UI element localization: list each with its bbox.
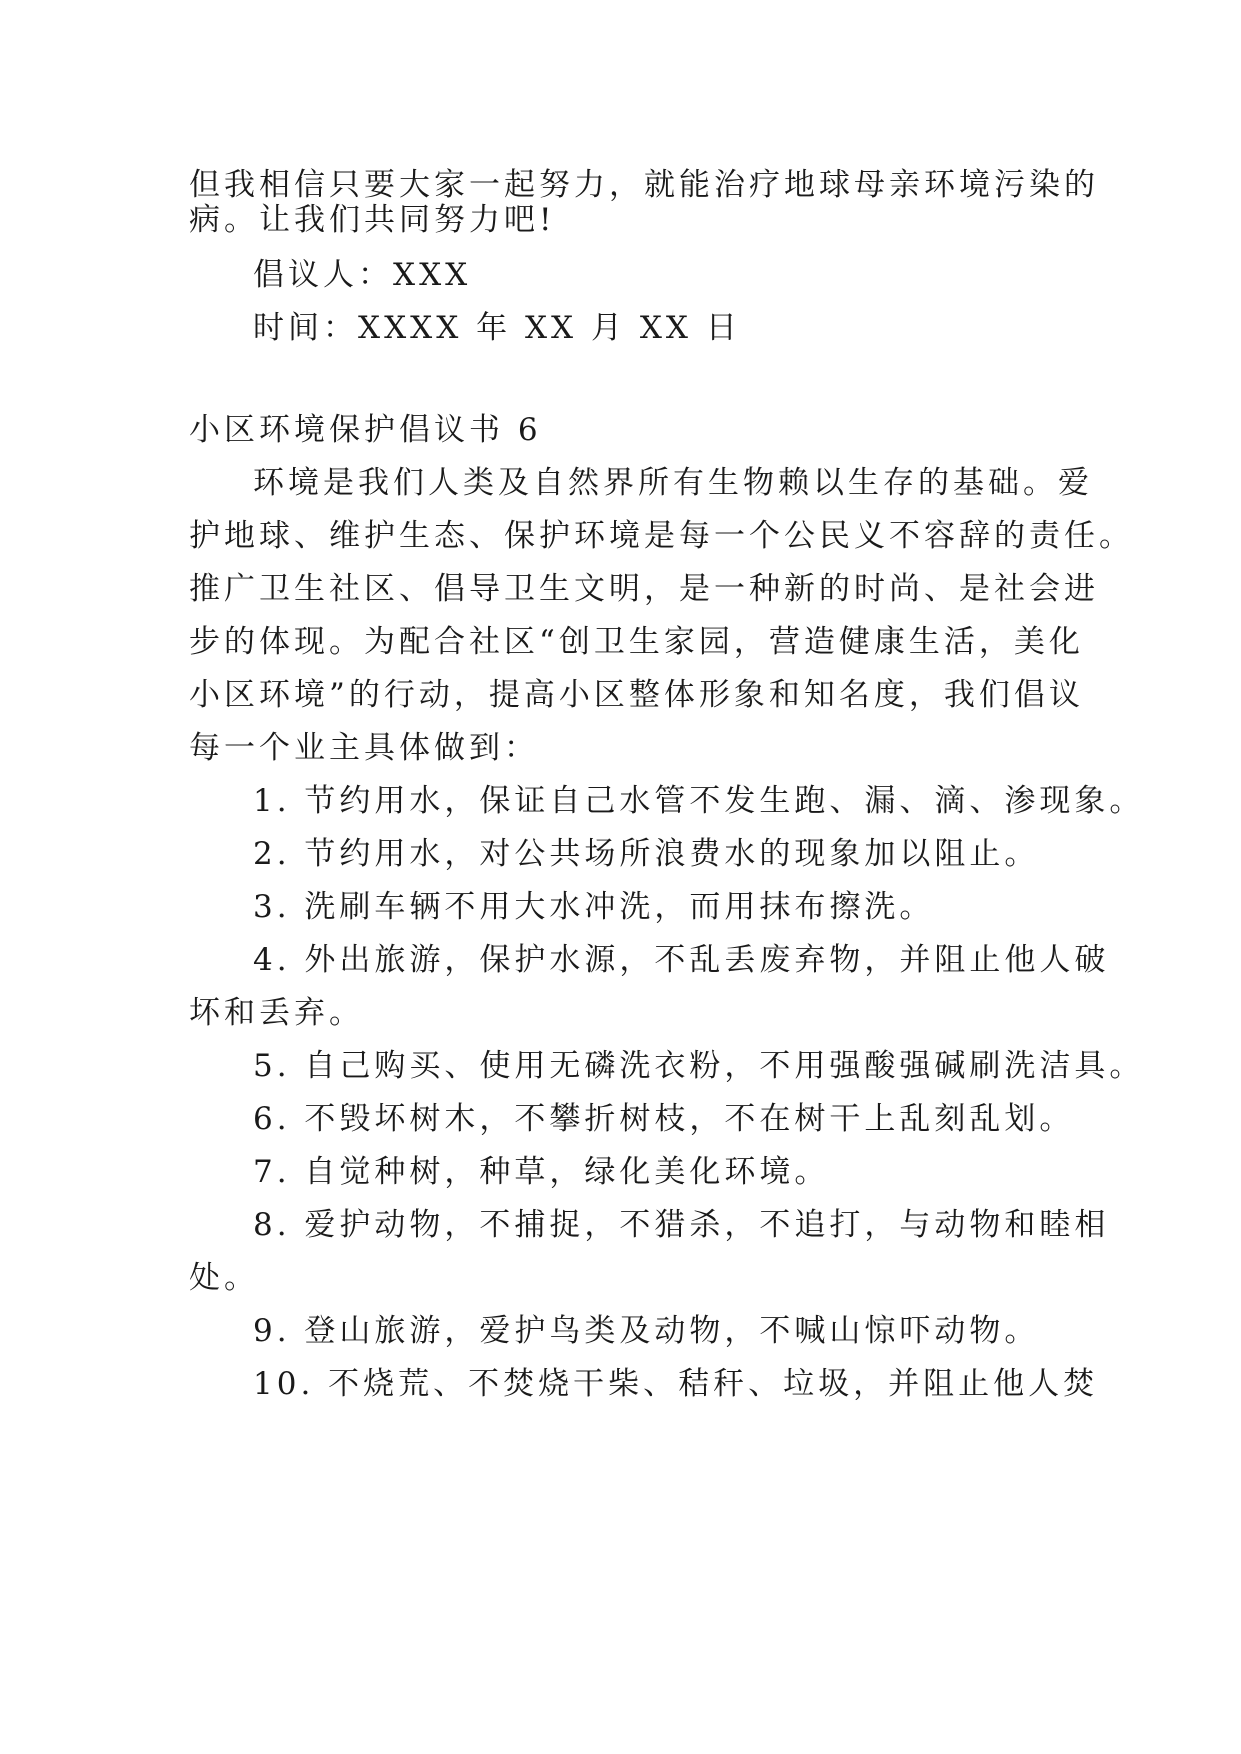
list-item: 2. 节约用水，对公共场所浪费水的现象加以阻止。 <box>253 836 1040 872</box>
paragraph-line: 护地球、维护生态、保护环境是每一个公民义不容辞的责任。 <box>189 518 1134 554</box>
list-item: 1. 节约用水，保证自己水管不发生跑、漏、滴、渗现象。 <box>253 783 1145 819</box>
list-item: 7. 自觉种树，种草，绿化美化环境。 <box>253 1154 830 1190</box>
paragraph-line: 每一个业主具体做到： <box>189 730 539 766</box>
paragraph-line: 环境是我们人类及自然界所有生物赖以生存的基础。爱 <box>253 465 1093 501</box>
list-item: 6. 不毁坏树木，不攀折树枝，不在树干上乱刻乱划。 <box>253 1101 1075 1137</box>
paragraph-line: 小区环境”的行动，提高小区整体形象和知名度，我们倡议 <box>189 677 1084 713</box>
list-item: 5. 自己购买、使用无磷洗衣粉，不用强酸强碱刷洗洁具。 <box>253 1048 1145 1084</box>
list-item: 8. 爱护动物，不捕捉，不猎杀，不追打，与动物和睦相 <box>253 1207 1110 1243</box>
section-title: 小区环境保护倡议书 6 <box>189 412 542 448</box>
list-item: 3. 洗刷车辆不用大水冲洗，而用抹布擦洗。 <box>253 889 935 925</box>
date-line: 时间：XXXX 年 XX 月 XX 日 <box>253 310 741 346</box>
list-item: 9. 登山旅游，爱护鸟类及动物，不喊山惊吓动物。 <box>253 1313 1040 1349</box>
paragraph-line: 但我相信只要大家一起努力，就能治疗地球母亲环境污染的 <box>189 167 1099 203</box>
paragraph-line: 推广卫生社区、倡导卫生文明，是一种新的时尚、是社会进 <box>189 571 1099 607</box>
signer-line: 倡议人：XXX <box>253 257 472 293</box>
list-item: 10. 不烧荒、不焚烧干柴、秸秆、垃圾，并阻止他人焚 <box>253 1366 1099 1402</box>
list-item-continuation: 处。 <box>189 1260 259 1296</box>
list-item-continuation: 坏和丢弃。 <box>189 995 364 1031</box>
list-item: 4. 外出旅游，保护水源，不乱丢废弃物，并阻止他人破 <box>253 942 1110 978</box>
paragraph-line: 病。让我们共同努力吧! <box>189 202 556 238</box>
paragraph-line: 步的体现。为配合社区“创卫生家园，营造健康生活，美化 <box>189 624 1084 660</box>
